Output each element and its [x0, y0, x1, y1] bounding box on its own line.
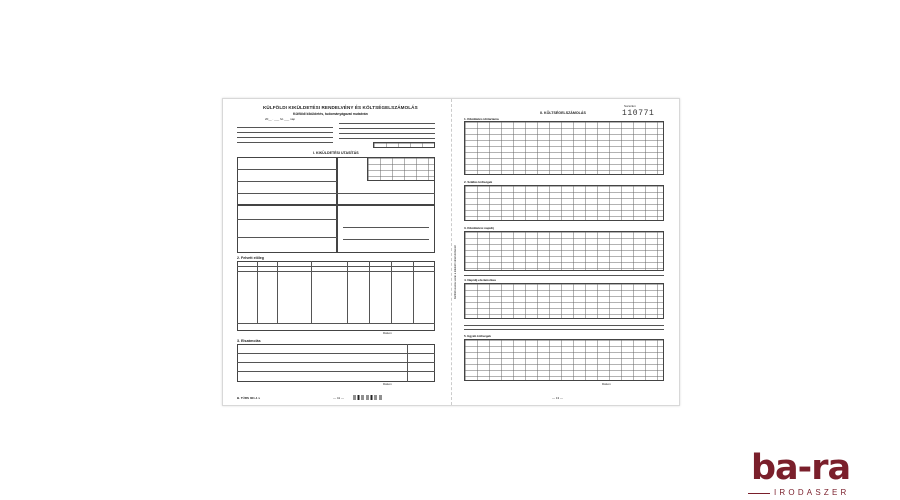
- accommodation-table: [464, 185, 664, 221]
- settlement-table: [237, 344, 435, 382]
- per-diem-settlement-table: [464, 283, 664, 319]
- other-costs-table: [464, 339, 664, 381]
- per-diem-table: [464, 231, 664, 271]
- right-section-3-title: 3. Kiküldetési napidíj: [464, 226, 494, 230]
- date-line: 20__ . ___ hó ___ nap: [265, 117, 296, 121]
- right-page: [451, 99, 680, 405]
- side-note: Külföldi utazás során a kiküldött által kitöltendő: [454, 245, 457, 299]
- left-footer-page: — 41 —: [333, 396, 345, 400]
- id-number-boxes: [373, 142, 435, 148]
- section-2-title: 2. Felvett előleg: [237, 256, 264, 260]
- logo-subtitle: IRODASZER: [774, 488, 850, 497]
- right-section-2-title: 2. Szállás költségek: [464, 180, 493, 184]
- signature-2: Dátum: [383, 382, 392, 386]
- logo-text: ba-ra: [751, 448, 851, 488]
- ba-ra-logo: [748, 448, 900, 500]
- serial-number: 110771: [622, 109, 655, 118]
- section-3-title: 3. Elszámolás: [237, 339, 261, 343]
- left-page-title: KÜLFÖLDI KIKÜLDETÉSI RENDELVÉNY ÉS KÖLTSÉGELSZÁMOLÁS: [263, 105, 418, 110]
- right-footer-page: — 13 —: [552, 396, 564, 400]
- transport-grid: [367, 157, 435, 181]
- right-section-1-title: 1. Kiküldetés időtartama: [464, 117, 499, 121]
- signature-1: Dátum: [383, 331, 392, 335]
- barcode: [353, 395, 383, 400]
- right-page-title: II. KÖLTSÉGELSZÁMOLÁS: [540, 111, 586, 115]
- right-section-5-title: 5. Egyéb költségek: [464, 334, 492, 338]
- footer-code: B. TÜRS 301-1 v: [237, 396, 261, 400]
- logo-accent-line: [748, 493, 770, 494]
- right-section-4-title: 4. Napidíj elszámolása: [464, 278, 496, 282]
- serial-prefix: Sorszám: [624, 104, 636, 108]
- duration-table: [464, 121, 664, 175]
- approval-box: [337, 205, 435, 253]
- purpose-box: [237, 205, 337, 253]
- form-sheet: [222, 98, 680, 406]
- left-page-subtitle: Külföldi kiküldetés, tudományágazat mutatván: [293, 112, 368, 116]
- right-signature: Dátum: [602, 382, 611, 386]
- section-1-title: I. KIKÜLDETÉSI UTASÍTÁS: [313, 151, 359, 155]
- left-page: [223, 99, 451, 405]
